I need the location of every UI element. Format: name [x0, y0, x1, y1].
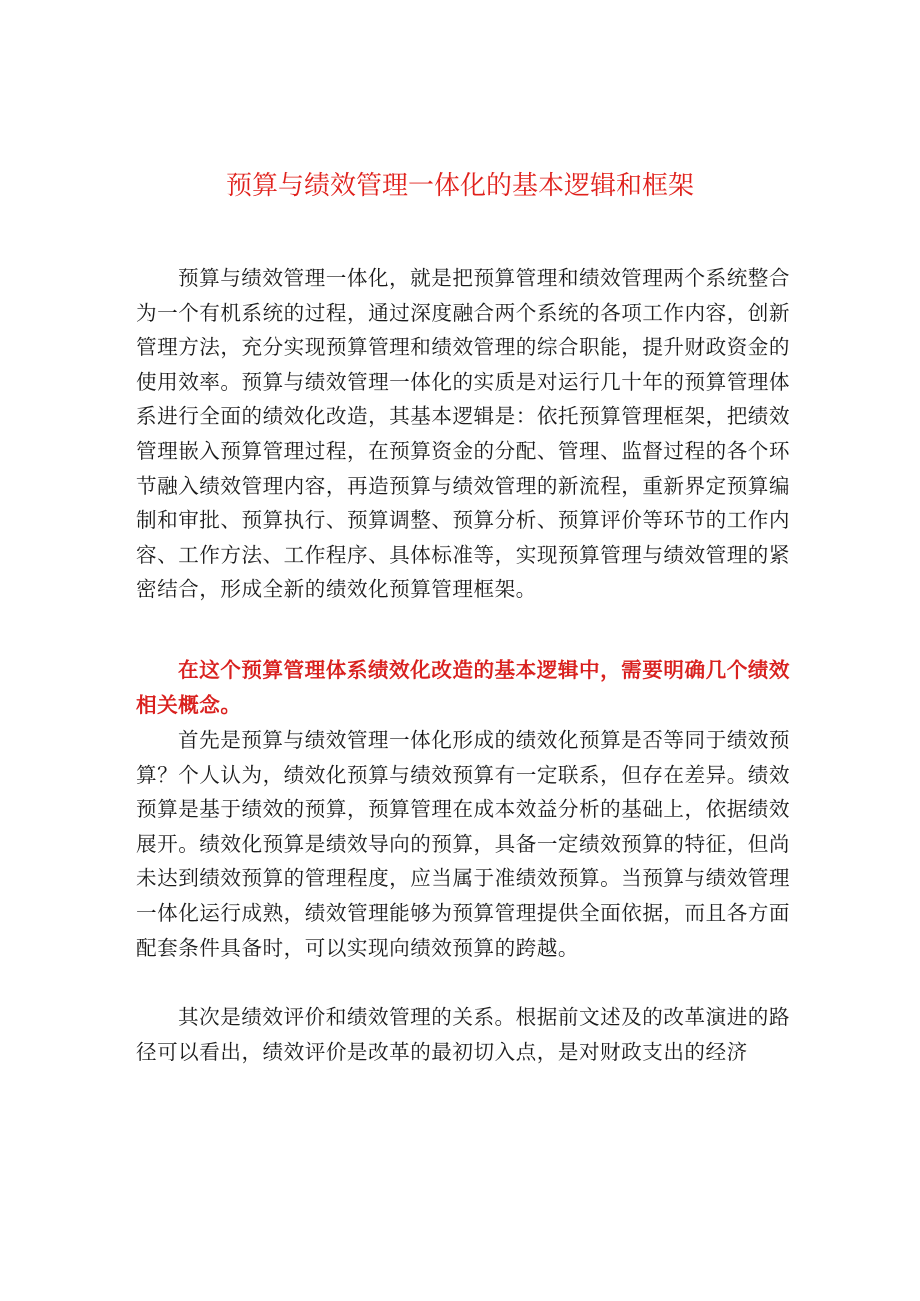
paragraph-first-point: 首先是预算与绩效管理一体化形成的绩效化预算是否等同于绩效预算？个人认为，绩效化预算与绩效预算有一定联系，但存在差异。绩效预算是基于绩效的预算，预算管理在成本效益分析的基础上，依据绩效展开。绩效化预算是绩效导向的预算，具备一定绩效预算的特征，但尚未达到绩效预算的管理程度，应当属于准绩效预算。当预算与绩效管理一体化运行成熟，绩效管理能够为预算管理提供全面依据，而且各方面配套条件具备时，可以实现向绩效预算的跨越。 [136, 728, 790, 960]
paragraph-highlight: 在这个预算管理体系绩效化改造的基本逻辑中，需要明确几个绩效相关概念。 [136, 658, 790, 717]
paragraph-definition: 预算与绩效管理一体化，就是把预算管理和绩效管理两个系统整合为一个有机系统的过程，通过深度融合两个系统的各项工作内容，创新管理方法，充分实现预算管理和绩效管理的综合职能，提升财政资金的使用效率。预算与绩效管理一体化的实质是对运行几十年的预算管理体系进行全面的绩效化改造，其基本逻辑是：依托预算管理框架，把绩效管理嵌入预算管理过程，在预算资金的分配、管理、监督过程的各个环节融入绩效管理内容，再造预算与绩效管理的新流程，重新界定预算编制和审批、预算执行、预算调整、预算分析、预算评价等环节的工作内容、工作方法、工作程序、具体标准等，实现预算管理与绩效管理的紧密结合，形成全新的绩效化预算管理框架。 [136, 266, 790, 602]
paragraph-second-point: 其次是绩效评价和绩效管理的关系。根据前文述及的改革演进的路径可以看出，绩效评价是改革的最初切入点，是对财政支出的经济 [136, 1005, 790, 1064]
document-title: 预算与绩效管理一体化的基本逻辑和框架 [225, 171, 694, 201]
